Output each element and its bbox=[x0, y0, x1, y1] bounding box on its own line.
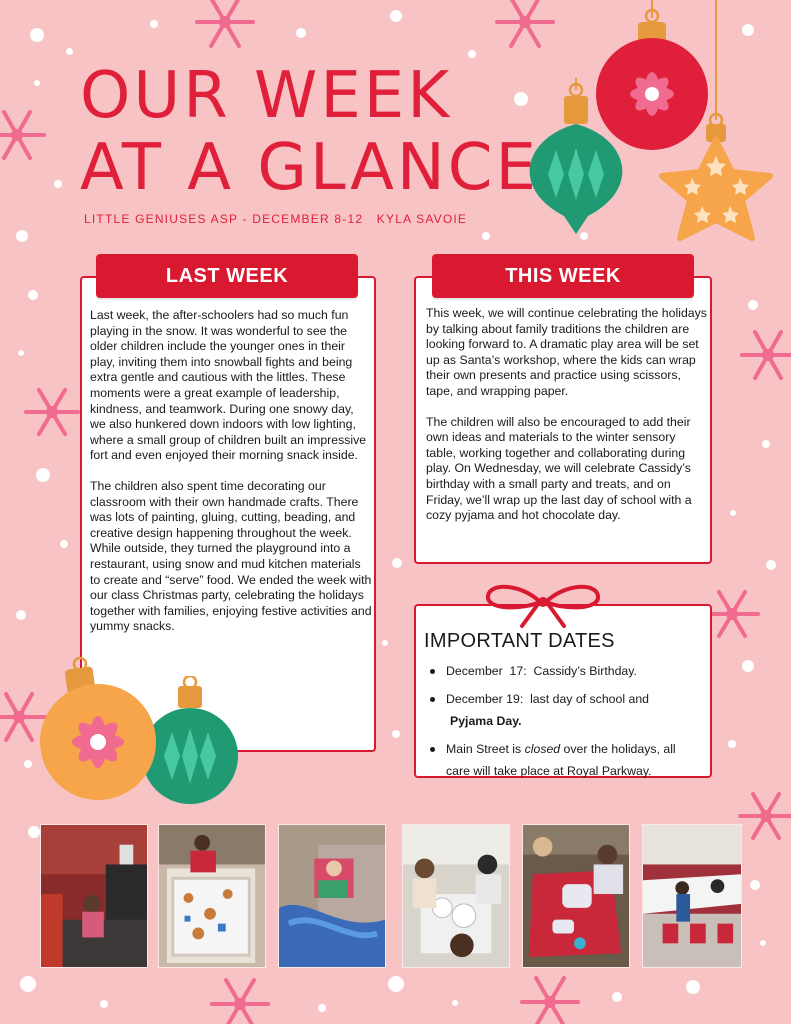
snowflake-icon bbox=[738, 324, 791, 386]
title-line-2: AT A GLANCE bbox=[80, 131, 539, 205]
last-week-paragraph-1: Last week, the after-schoolers had so much fun playing in the snow. It was wonderful to see the older children include the younger ones in their play, inviting them into snowball fights and being extra gentle and cautious with the littles. These moments were a great example of leadership, kindness, and teamwork. During one snowy day, we also hunkered down indoors with low lighting, where a small group of children built an impressive fort and even enjoyed their morning snack inside. bbox=[90, 308, 367, 463]
subtitle: LITTLE GENIUSES ASP - DECEMBER 8-12 KYLA SAVOIE bbox=[84, 212, 468, 226]
important-dates-list bbox=[428, 660, 698, 788]
classroom-photo-6 bbox=[642, 824, 742, 968]
snowflake-icon bbox=[492, 0, 558, 52]
snowflake-icon bbox=[208, 974, 272, 1024]
snowflake-icon bbox=[0, 104, 48, 166]
snowflake-icon bbox=[736, 786, 791, 846]
date-item-2: December 19: last day of school and bbox=[446, 692, 650, 706]
date-item-3-post: over the holidays, all care will take place at Royal Parkway. bbox=[446, 742, 676, 778]
list-item bbox=[428, 738, 698, 782]
list-item bbox=[428, 688, 698, 732]
classroom-photo-3 bbox=[278, 824, 386, 968]
star-ornament-icon bbox=[656, 0, 778, 248]
title-line-1: OUR WEEK bbox=[80, 59, 453, 133]
list-item bbox=[428, 660, 698, 682]
ornament-icon bbox=[36, 652, 162, 804]
ribbon-bow-icon bbox=[482, 580, 604, 630]
date-item-3-pre: Main Street is bbox=[446, 742, 525, 756]
classroom-photo-2 bbox=[158, 824, 266, 968]
this-week-card bbox=[414, 276, 712, 564]
this-week-paragraph-2: The children will also be encouraged to add their own ideas and materials to the winter sensory table, working together and collaborating during play. On Wednesday, we will celebrate Cassidy’s birthday with a small party and treats, and on Friday, we’ll wrap up the last day of school with a cozy pyjama and hot chocolate day. bbox=[426, 414, 692, 523]
snowflake-icon bbox=[192, 0, 258, 50]
last-week-paragraph-2: The children also spent time decorating our classroom with their own handmade crafts. There was lots of painting, gluing, cutting, beading, and creative design happening throughout the week. While outside, they turned the playground into a restaurant, using snow and mud kitchen materials to create and “serve” food. We ended the week with our class Christmas party, celebrating the holidays together with families, enjoying festive activities and yummy snacks. bbox=[90, 478, 372, 634]
important-dates-heading: IMPORTANT DATES bbox=[424, 630, 615, 652]
last-week-heading: LAST WEEK bbox=[96, 254, 358, 298]
snowflake-icon bbox=[518, 972, 582, 1024]
date-item-1: December 17: Cassidy’s Birthday. bbox=[446, 664, 637, 678]
classroom-photo-4 bbox=[402, 824, 510, 968]
classroom-photo-1 bbox=[40, 824, 148, 968]
page-title bbox=[80, 60, 540, 204]
this-week-heading: THIS WEEK bbox=[432, 254, 694, 298]
this-week-paragraph-1: This week, we will continue celebrating the holidays by talking about family traditions the children are looking forward to. A dramatic play area will be set up as Santa’s workshop, where the kids can wrap their own presents and practice using scissors, tape, and wrapping paper. bbox=[426, 306, 707, 398]
classroom-photo-5 bbox=[522, 824, 630, 968]
snowflake-icon bbox=[22, 382, 82, 442]
pyjama-day-label: Pyjama Day. bbox=[450, 714, 522, 728]
date-item-3-emphasis: closed bbox=[524, 742, 561, 756]
